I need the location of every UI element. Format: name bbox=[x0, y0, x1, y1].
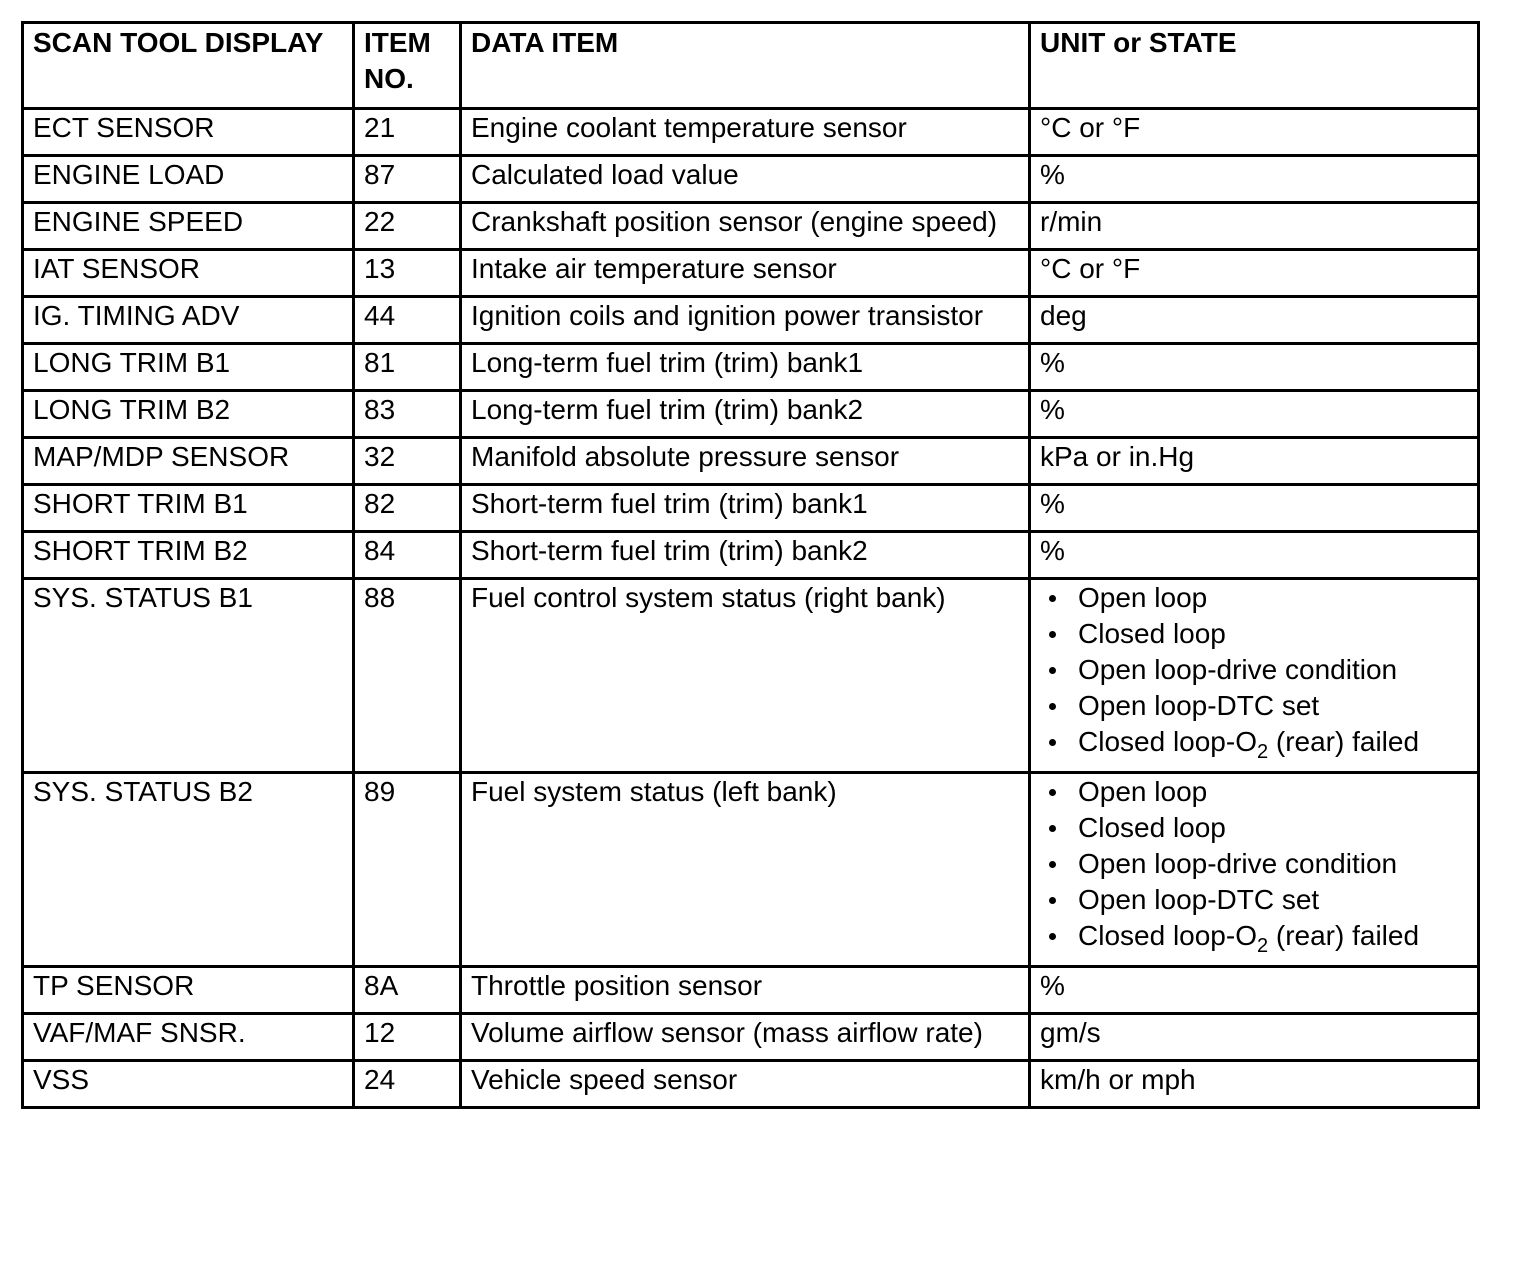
cell-unit-or-state: r/min bbox=[1030, 203, 1479, 250]
cell-data-item: Volume airflow sensor (mass airflow rate) bbox=[461, 1014, 1030, 1061]
cell-data-item: Short-term fuel trim (trim) bank2 bbox=[461, 532, 1030, 579]
cell-state-list bbox=[1030, 773, 1479, 967]
table-row bbox=[23, 532, 1479, 579]
state-list-item: Open loop-drive condition bbox=[1040, 652, 1469, 688]
cell-data-item: Throttle position sensor bbox=[461, 967, 1030, 1014]
header-item-no: ITEM NO. bbox=[354, 23, 461, 109]
cell-item-no: 8A bbox=[354, 967, 461, 1014]
cell-unit-or-state: km/h or mph bbox=[1030, 1061, 1479, 1108]
table-row bbox=[23, 1061, 1479, 1108]
cell-state-list bbox=[1030, 579, 1479, 773]
table-row bbox=[23, 250, 1479, 297]
cell-unit-or-state: % bbox=[1030, 485, 1479, 532]
cell-scan-tool-display: VAF/MAF SNSR. bbox=[23, 1014, 354, 1061]
cell-unit-or-state: kPa or in.Hg bbox=[1030, 438, 1479, 485]
table-row bbox=[23, 297, 1479, 344]
cell-unit-or-state: gm/s bbox=[1030, 1014, 1479, 1061]
cell-data-item: Long-term fuel trim (trim) bank1 bbox=[461, 344, 1030, 391]
cell-item-no: 88 bbox=[354, 579, 461, 773]
cell-item-no: 22 bbox=[354, 203, 461, 250]
cell-unit-or-state: °C or °F bbox=[1030, 109, 1479, 156]
cell-scan-tool-display: TP SENSOR bbox=[23, 967, 354, 1014]
cell-data-item: Fuel system status (left bank) bbox=[461, 773, 1030, 967]
table-row bbox=[23, 391, 1479, 438]
state-list bbox=[1040, 774, 1469, 957]
cell-item-no: 44 bbox=[354, 297, 461, 344]
cell-item-no: 32 bbox=[354, 438, 461, 485]
cell-item-no: 83 bbox=[354, 391, 461, 438]
table-row bbox=[23, 438, 1479, 485]
cell-item-no: 12 bbox=[354, 1014, 461, 1061]
state-list-item: Open loop-DTC set bbox=[1040, 688, 1469, 724]
table-body bbox=[23, 109, 1479, 1108]
state-list-item: Closed loop-$O_2$ (rear) failed bbox=[1040, 724, 1469, 763]
table-row bbox=[23, 485, 1479, 532]
cell-data-item: Long-term fuel trim (trim) bank2 bbox=[461, 391, 1030, 438]
table-row bbox=[23, 344, 1479, 391]
cell-scan-tool-display: SYS. STATUS B2 bbox=[23, 773, 354, 967]
cell-scan-tool-display: IG. TIMING ADV bbox=[23, 297, 354, 344]
cell-unit-or-state: % bbox=[1030, 156, 1479, 203]
cell-data-item: Vehicle speed sensor bbox=[461, 1061, 1030, 1108]
cell-unit-or-state: °C or °F bbox=[1030, 250, 1479, 297]
cell-unit-or-state: % bbox=[1030, 967, 1479, 1014]
cell-scan-tool-display: SYS. STATUS B1 bbox=[23, 579, 354, 773]
table-row bbox=[23, 156, 1479, 203]
table-row bbox=[23, 773, 1479, 967]
table-row bbox=[23, 967, 1479, 1014]
cell-scan-tool-display: SHORT TRIM B1 bbox=[23, 485, 354, 532]
cell-item-no: 24 bbox=[354, 1061, 461, 1108]
cell-unit-or-state: deg bbox=[1030, 297, 1479, 344]
header-row bbox=[23, 23, 1479, 109]
table-row bbox=[23, 203, 1479, 250]
cell-data-item: Engine coolant temperature sensor bbox=[461, 109, 1030, 156]
state-list-item: Open loop-DTC set bbox=[1040, 882, 1469, 918]
cell-data-item: Fuel control system status (right bank) bbox=[461, 579, 1030, 773]
cell-item-no: 87 bbox=[354, 156, 461, 203]
state-list-item: Closed loop bbox=[1040, 616, 1469, 652]
cell-data-item: Short-term fuel trim (trim) bank1 bbox=[461, 485, 1030, 532]
cell-unit-or-state: % bbox=[1030, 344, 1479, 391]
cell-data-item: Intake air temperature sensor bbox=[461, 250, 1030, 297]
state-list-item: Open loop bbox=[1040, 580, 1469, 616]
cell-scan-tool-display: ENGINE SPEED bbox=[23, 203, 354, 250]
cell-scan-tool-display: SHORT TRIM B2 bbox=[23, 532, 354, 579]
header-unit-or-state: UNIT or STATE bbox=[1030, 23, 1479, 109]
cell-scan-tool-display: ENGINE LOAD bbox=[23, 156, 354, 203]
cell-item-no: 81 bbox=[354, 344, 461, 391]
cell-data-item: Manifold absolute pressure sensor bbox=[461, 438, 1030, 485]
cell-item-no: 89 bbox=[354, 773, 461, 967]
header-data-item: DATA ITEM bbox=[461, 23, 1030, 109]
state-list-item: Open loop bbox=[1040, 774, 1469, 810]
state-list-item: Open loop-drive condition bbox=[1040, 846, 1469, 882]
cell-scan-tool-display: LONG TRIM B1 bbox=[23, 344, 354, 391]
cell-data-item: Calculated load value bbox=[461, 156, 1030, 203]
cell-item-no: 13 bbox=[354, 250, 461, 297]
scan-tool-data-table bbox=[21, 21, 1480, 1109]
table-header bbox=[23, 23, 1479, 109]
state-list bbox=[1040, 580, 1469, 763]
cell-data-item: Crankshaft position sensor (engine speed) bbox=[461, 203, 1030, 250]
state-list-item: Closed loop-$O_2$ (rear) failed bbox=[1040, 918, 1469, 957]
cell-item-no: 84 bbox=[354, 532, 461, 579]
cell-scan-tool-display: LONG TRIM B2 bbox=[23, 391, 354, 438]
cell-item-no: 21 bbox=[354, 109, 461, 156]
cell-scan-tool-display: MAP/MDP SENSOR bbox=[23, 438, 354, 485]
header-scan-tool-display: SCAN TOOL DISPLAY bbox=[23, 23, 354, 109]
cell-scan-tool-display: ECT SENSOR bbox=[23, 109, 354, 156]
cell-data-item: Ignition coils and ignition power transistor bbox=[461, 297, 1030, 344]
cell-unit-or-state: % bbox=[1030, 532, 1479, 579]
table-row bbox=[23, 1014, 1479, 1061]
cell-scan-tool-display: VSS bbox=[23, 1061, 354, 1108]
cell-item-no: 82 bbox=[354, 485, 461, 532]
table-row bbox=[23, 109, 1479, 156]
state-list-item: Closed loop bbox=[1040, 810, 1469, 846]
table-row bbox=[23, 579, 1479, 773]
cell-scan-tool-display: IAT SENSOR bbox=[23, 250, 354, 297]
cell-unit-or-state: % bbox=[1030, 391, 1479, 438]
